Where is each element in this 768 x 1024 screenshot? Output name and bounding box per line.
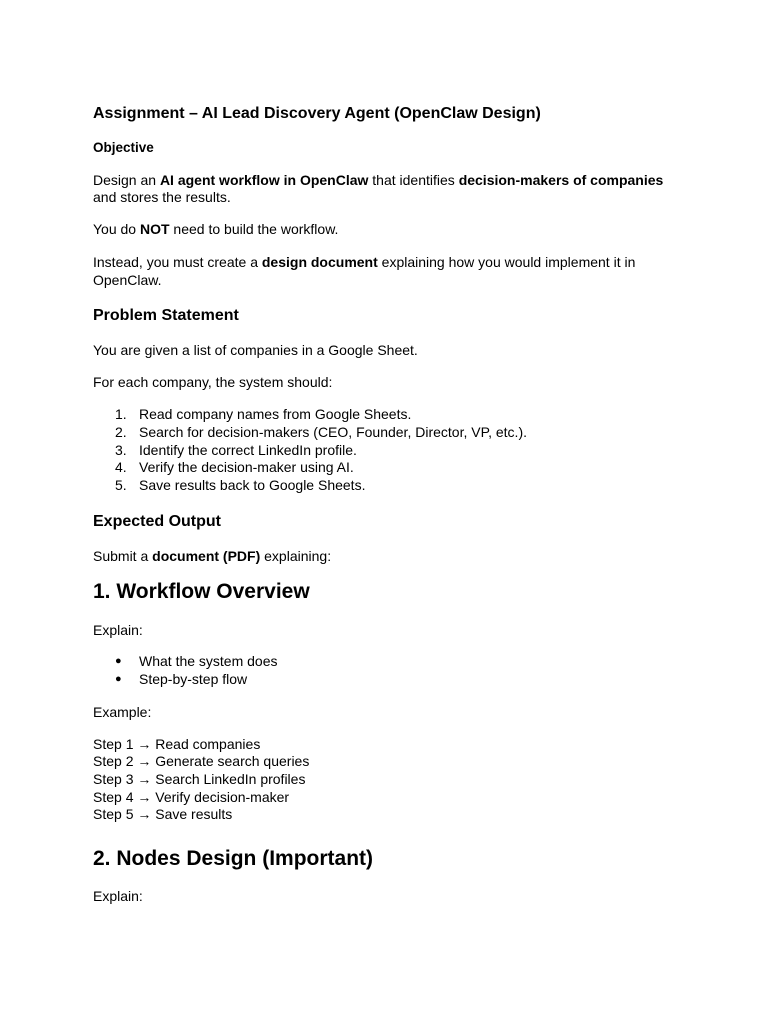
bullet-icon: ● xyxy=(115,673,122,685)
objective-heading: Objective xyxy=(93,140,154,155)
expected-output-paragraph xyxy=(93,547,331,565)
text-run: explaining: xyxy=(260,548,332,564)
list-item-text: Search for decision-makers (CEO, Founder, Director, VP, etc.). xyxy=(139,424,528,440)
workflow-step: Step 2 → Generate search queries xyxy=(93,753,310,769)
bold-run: AI agent workflow in OpenClaw xyxy=(159,172,369,188)
list-number: 5. xyxy=(115,477,127,493)
list-item-text: Step-by-step flow xyxy=(139,671,248,687)
list-item-text: Save results back to Google Sheets. xyxy=(139,477,366,493)
nodes-design-heading: 2. Nodes Design (Important) xyxy=(93,847,374,870)
objective-paragraph-2 xyxy=(93,220,338,238)
objective-paragraph-3-line-2: OpenClaw. xyxy=(93,272,162,288)
list-number: 4. xyxy=(115,459,127,475)
workflow-overview-heading: 1. Workflow Overview xyxy=(93,580,310,603)
list-number: 2. xyxy=(115,424,127,440)
problem-statement-heading: Problem Statement xyxy=(93,307,239,324)
bold-run: NOT xyxy=(139,221,170,237)
objective-paragraph-1-line-2: and stores the results. xyxy=(93,189,231,205)
workflow-step: Step 5 → Save results xyxy=(93,806,233,822)
list-number: 1. xyxy=(115,406,127,422)
text-run: Instead, you must create a xyxy=(93,254,262,270)
bullet-icon: ● xyxy=(115,655,122,667)
text-run: Submit a xyxy=(93,548,153,564)
bold-run: decision-makers of companies xyxy=(458,172,664,188)
text-run: You do xyxy=(93,221,140,237)
text-run: need to build the workflow. xyxy=(169,221,339,237)
workflow-explain-label: Explain: xyxy=(93,622,143,638)
list-item-text: What the system does xyxy=(139,653,278,669)
document-title: Assignment – AI Lead Discovery Agent (OpenClaw Design) xyxy=(93,105,541,122)
problem-paragraph-2: For each company, the system should: xyxy=(93,374,333,390)
text-run: that identifies xyxy=(368,172,459,188)
objective-paragraph-1-line-1 xyxy=(93,171,663,189)
list-item-text: Identify the correct LinkedIn profile. xyxy=(139,442,357,458)
bold-run: design document xyxy=(261,254,378,270)
workflow-example-label: Example: xyxy=(93,704,152,720)
text-run: explaining how you would implement it in xyxy=(377,254,636,270)
list-number: 3. xyxy=(115,442,127,458)
workflow-step: Step 3 → Search LinkedIn profiles xyxy=(93,771,306,787)
bold-run: document (PDF) xyxy=(152,548,261,564)
list-item-text: Read company names from Google Sheets. xyxy=(139,406,412,422)
nodes-explain-label: Explain: xyxy=(93,888,143,904)
text-run: Design an xyxy=(93,172,160,188)
workflow-step: Step 4 → Verify decision-maker xyxy=(93,789,290,805)
expected-output-heading: Expected Output xyxy=(93,513,222,530)
objective-paragraph-3-line-1 xyxy=(93,253,635,271)
workflow-step: Step 1 → Read companies xyxy=(93,736,261,752)
list-item-text: Verify the decision-maker using AI. xyxy=(139,459,354,475)
problem-paragraph-1: You are given a list of companies in a Google Sheet. xyxy=(93,342,418,358)
